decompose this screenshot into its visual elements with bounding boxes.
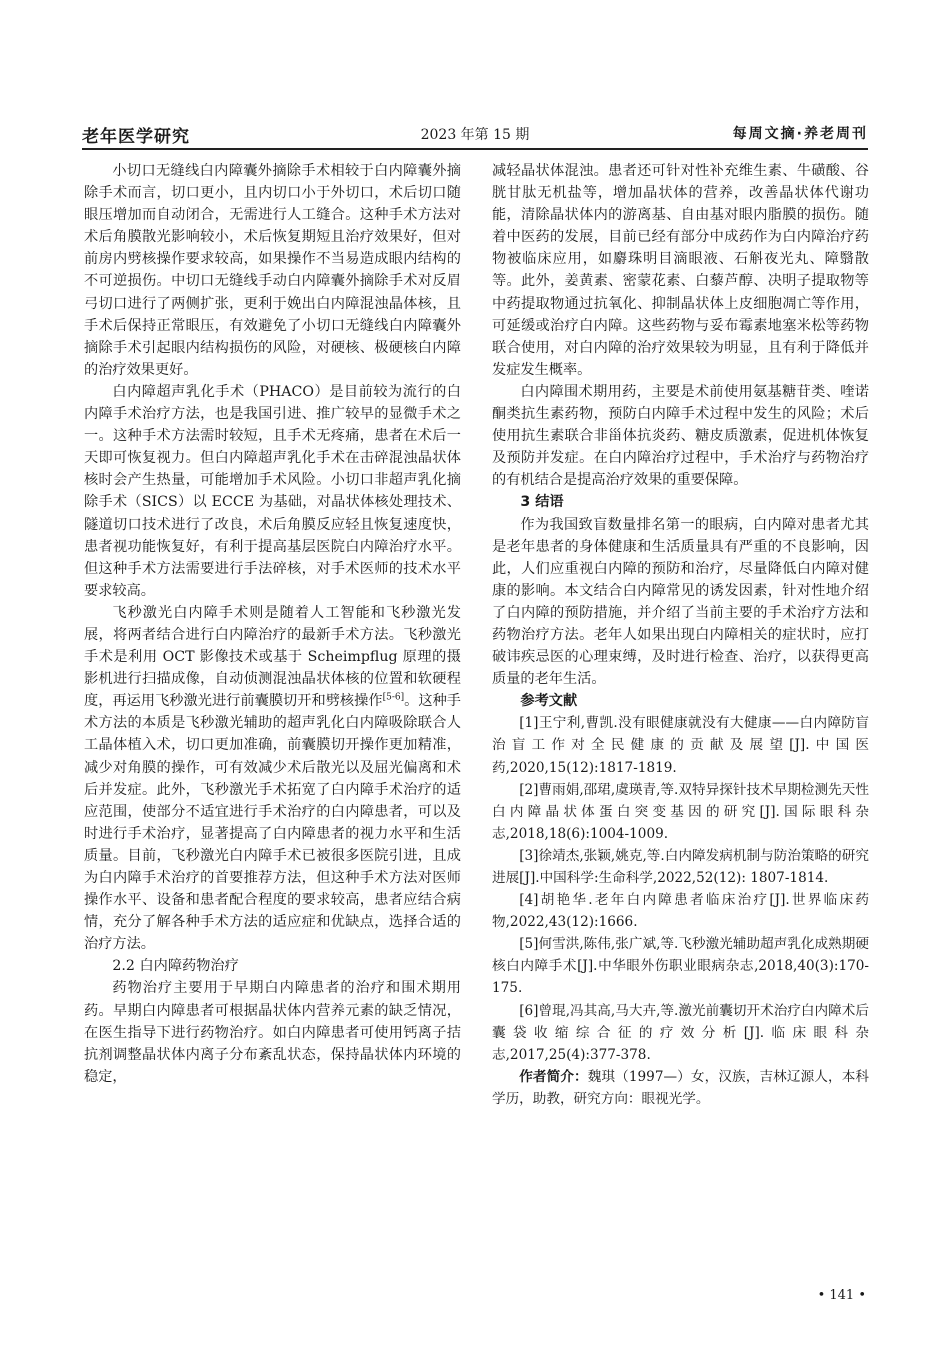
section-heading: 3 结语 [520, 494, 564, 511]
journal-title: 老年医学研究 [82, 127, 190, 147]
right-column [492, 160, 869, 1110]
reference-item: [2]曹雨娟,邵珺,虞瑛青,等.双特异探针技术早期检测先天性白内障晶状体蛋白突变基因的研究[J].国际眼科杂志,2018,18(6):1004-1009. [492, 781, 869, 842]
issue-label: 2023 年第 15 期 [420, 127, 530, 143]
paragraph-text: 飞秒激光白内障手术则是随着人工智能和飞秒激光发展，将两者结合进行白内障治疗的最新手术方法。飞秒激光手术是利用 OCT 影像技术或基于 Scheimpflug 原理的摄影机进行扫描成像，自动侦测混浊晶状体核的位置和软硬程度，再运用飞秒激光进行前囊膜切开和劈核操作 [84, 604, 461, 710]
paragraph-text: 。这种手术方法的本质是飞秒激光辅助的超声乳化白内障吸除联合人工晶体植入术，切口更加准确，前囊膜切开操作更加精准，减少对角膜的操作，可有效减少术后散光以及屈光偏离和术后并发症。此外，飞秒激光手术拓宽了白内障手术治疗的适应范围，使部分不适宜进行手术治疗的白内障患者，可以及时进行手术治疗，显著提高了白内障患者的视力水平和生活质量。目前，飞秒激光白内障手术已被很多医院引进，且成为白内障手术治疗的首要推荐方法，但这种手术方法对医师操作水平、设备和患者配合程度的要求较高，患者应结合病情，充分了解各种手术方法的适应症和优缺点，选择合适的治疗方法。 [84, 693, 461, 953]
author-bio [492, 1066, 869, 1110]
body-paragraph: 作为我国致盲数量排名第一的眼病，白内障对患者尤其是老年患者的身体健康和生活质量具有严重的不良影响，因此，人们应重视白内障的预防和治疗，尽量降低白内障对健康的影响。本文结合白内障常见的诱发因素，针对性地介绍了白内障的预防措施，并介绍了当前主要的手术治疗方法和药物治疗方法。老年人如果出现白内障相关的症状时，应打破讳疾忌医的心理束缚，及时进行检查、治疗，以获得更高质量的老年生活。 [492, 516, 869, 688]
body-paragraph: 白内障超声乳化手术（PHACO）是目前较为流行的白内障手术治疗方法，也是我国引进、推广较早的显微手术之一。这种手术方法需时较短，且手术无疼痛，患者在术后一天即可恢复视力。但白内障超声乳化手术在击碎混浊晶状体核时会产生热量，可能增加手术风险。小切口非超声乳化摘除手术（SICS）以 ECCE 为基础，对晶状体核处理技术、隧道切口技术进行了改良，术后角膜反应轻且恢复速度快，患者视功能恢复好，有利于提高基层医院白内障治疗水平。但这种手术方法需要进行手法碎核，对手术医师的技术水平要求较高。 [84, 383, 461, 599]
reference-item: [4]胡艳华.老年白内障患者临床治疗[J].世界临床药物,2022,43(12):1666. [492, 892, 869, 931]
page-number: • 141 • [817, 1288, 866, 1303]
reference-item: [1]王宁利,曹凯.没有眼健康就没有大健康——白内障防盲治盲工作对全民健康的贡献及展望[J].中国医药,2020,15(12):1817-1819. [492, 715, 869, 776]
author-text: 魏琪（1997—）女，汉族，吉林辽源人，本科学历，助教，研究方向：眼视光学。 [492, 1068, 870, 1107]
body-paragraph: 减轻晶状体混浊。患者还可针对性补充维生素、牛磺酸、谷胱甘肽无机盐等，增加晶状体的营养，改善晶状体代谢功能，清除晶状体内的游离基、自由基对眼内脂膜的损伤。随着中医药的发展，目前已经有部分中成药作为白内障治疗药物被临床应用，如麝珠明目滴眼液、石斛夜光丸、障翳散等。此外，姜黄素、密蒙花素、白藜芦醇、决明子提取物等中药提取物通过抗氧化、抑制晶状体上皮细胞凋亡等作用，可延缓或治疗白内障。这些药物与妥布霉素地塞米松等药物联合使用，对白内障的治疗效果较为明显，且有利于降低并发症发生概率。 [492, 163, 869, 378]
body-paragraph: 白内障围术期用药，主要是术前使用氨基糖苷类、喹诺酮类抗生素药物，预防白内障手术过程中发生的风险；术后使用抗生素联合非甾体抗炎药、糖皮质激素，促进机体恢复及预防并发症。在白内障治疗过程中，手术治疗与药物治疗的有机结合是提高治疗效果的重要保障。 [492, 383, 869, 489]
author-label: 作者简介： [519, 1068, 588, 1085]
header-rule [82, 148, 868, 150]
left-column [84, 160, 461, 1088]
body-paragraph [84, 602, 461, 956]
subsection-heading: 2.2 白内障药物治疗 [112, 958, 239, 975]
reference-item: [5]何雪洪,陈伟,张广斌,等.飞秒激光辅助超声乳化成熟期硬核白内障手术[J].中华眼外伤职业眼病杂志,2018,40(3):170-175. [492, 936, 869, 997]
publication-name: 每周文摘·养老周刊 [732, 126, 868, 142]
reference-item: [6]曾琨,冯其高,马大卉,等.激光前囊切开术治疗白内障术后囊袋收缩综合征的疗效分析[J].临床眼科杂志,2017,25(4):377-378. [492, 1002, 869, 1063]
body-paragraph: 药物治疗主要用于早期白内障患者的治疗和围术期用药。早期白内障患者可根据晶状体内营养元素的缺乏情况，在医生指导下进行药物治疗。如白内障患者可使用钙离子拮抗剂调整晶状体内离子分布紊乱状态，保持晶状体内环境的稳定， [84, 980, 461, 1085]
body-paragraph: 小切口无缝线白内障囊外摘除手术相较于白内障囊外摘除手术而言，切口更小，且内切口小于外切口，术后切口随眼压增加而自动闭合，无需进行人工缝合。这种手术方法对术后角膜散光影响较小，术后恢复期短且治疗效果好，但对前房内劈核操作要求较高，如果操作不当易造成眼内结构的不可逆损伤。中切口无缝线手动白内障囊外摘除手术对反眉弓切口进行了两侧扩张，更利于娩出白内障混浊晶体核，且手术后保持正常眼压，有效避免了小切口无缝线白内障囊外摘除手术引起眼内结构损伤的风险，对硬核、极硬核白内障的治疗效果更好。 [84, 163, 461, 378]
reference-item: [3]徐靖杰,张颖,姚克,等.白内障发病机制与防治策略的研究进展[J].中国科学:生命科学,2022,52(12): 1807-1814. [492, 847, 869, 886]
references-heading: 参考文献 [520, 693, 578, 710]
citation: [5-6] [382, 692, 405, 703]
